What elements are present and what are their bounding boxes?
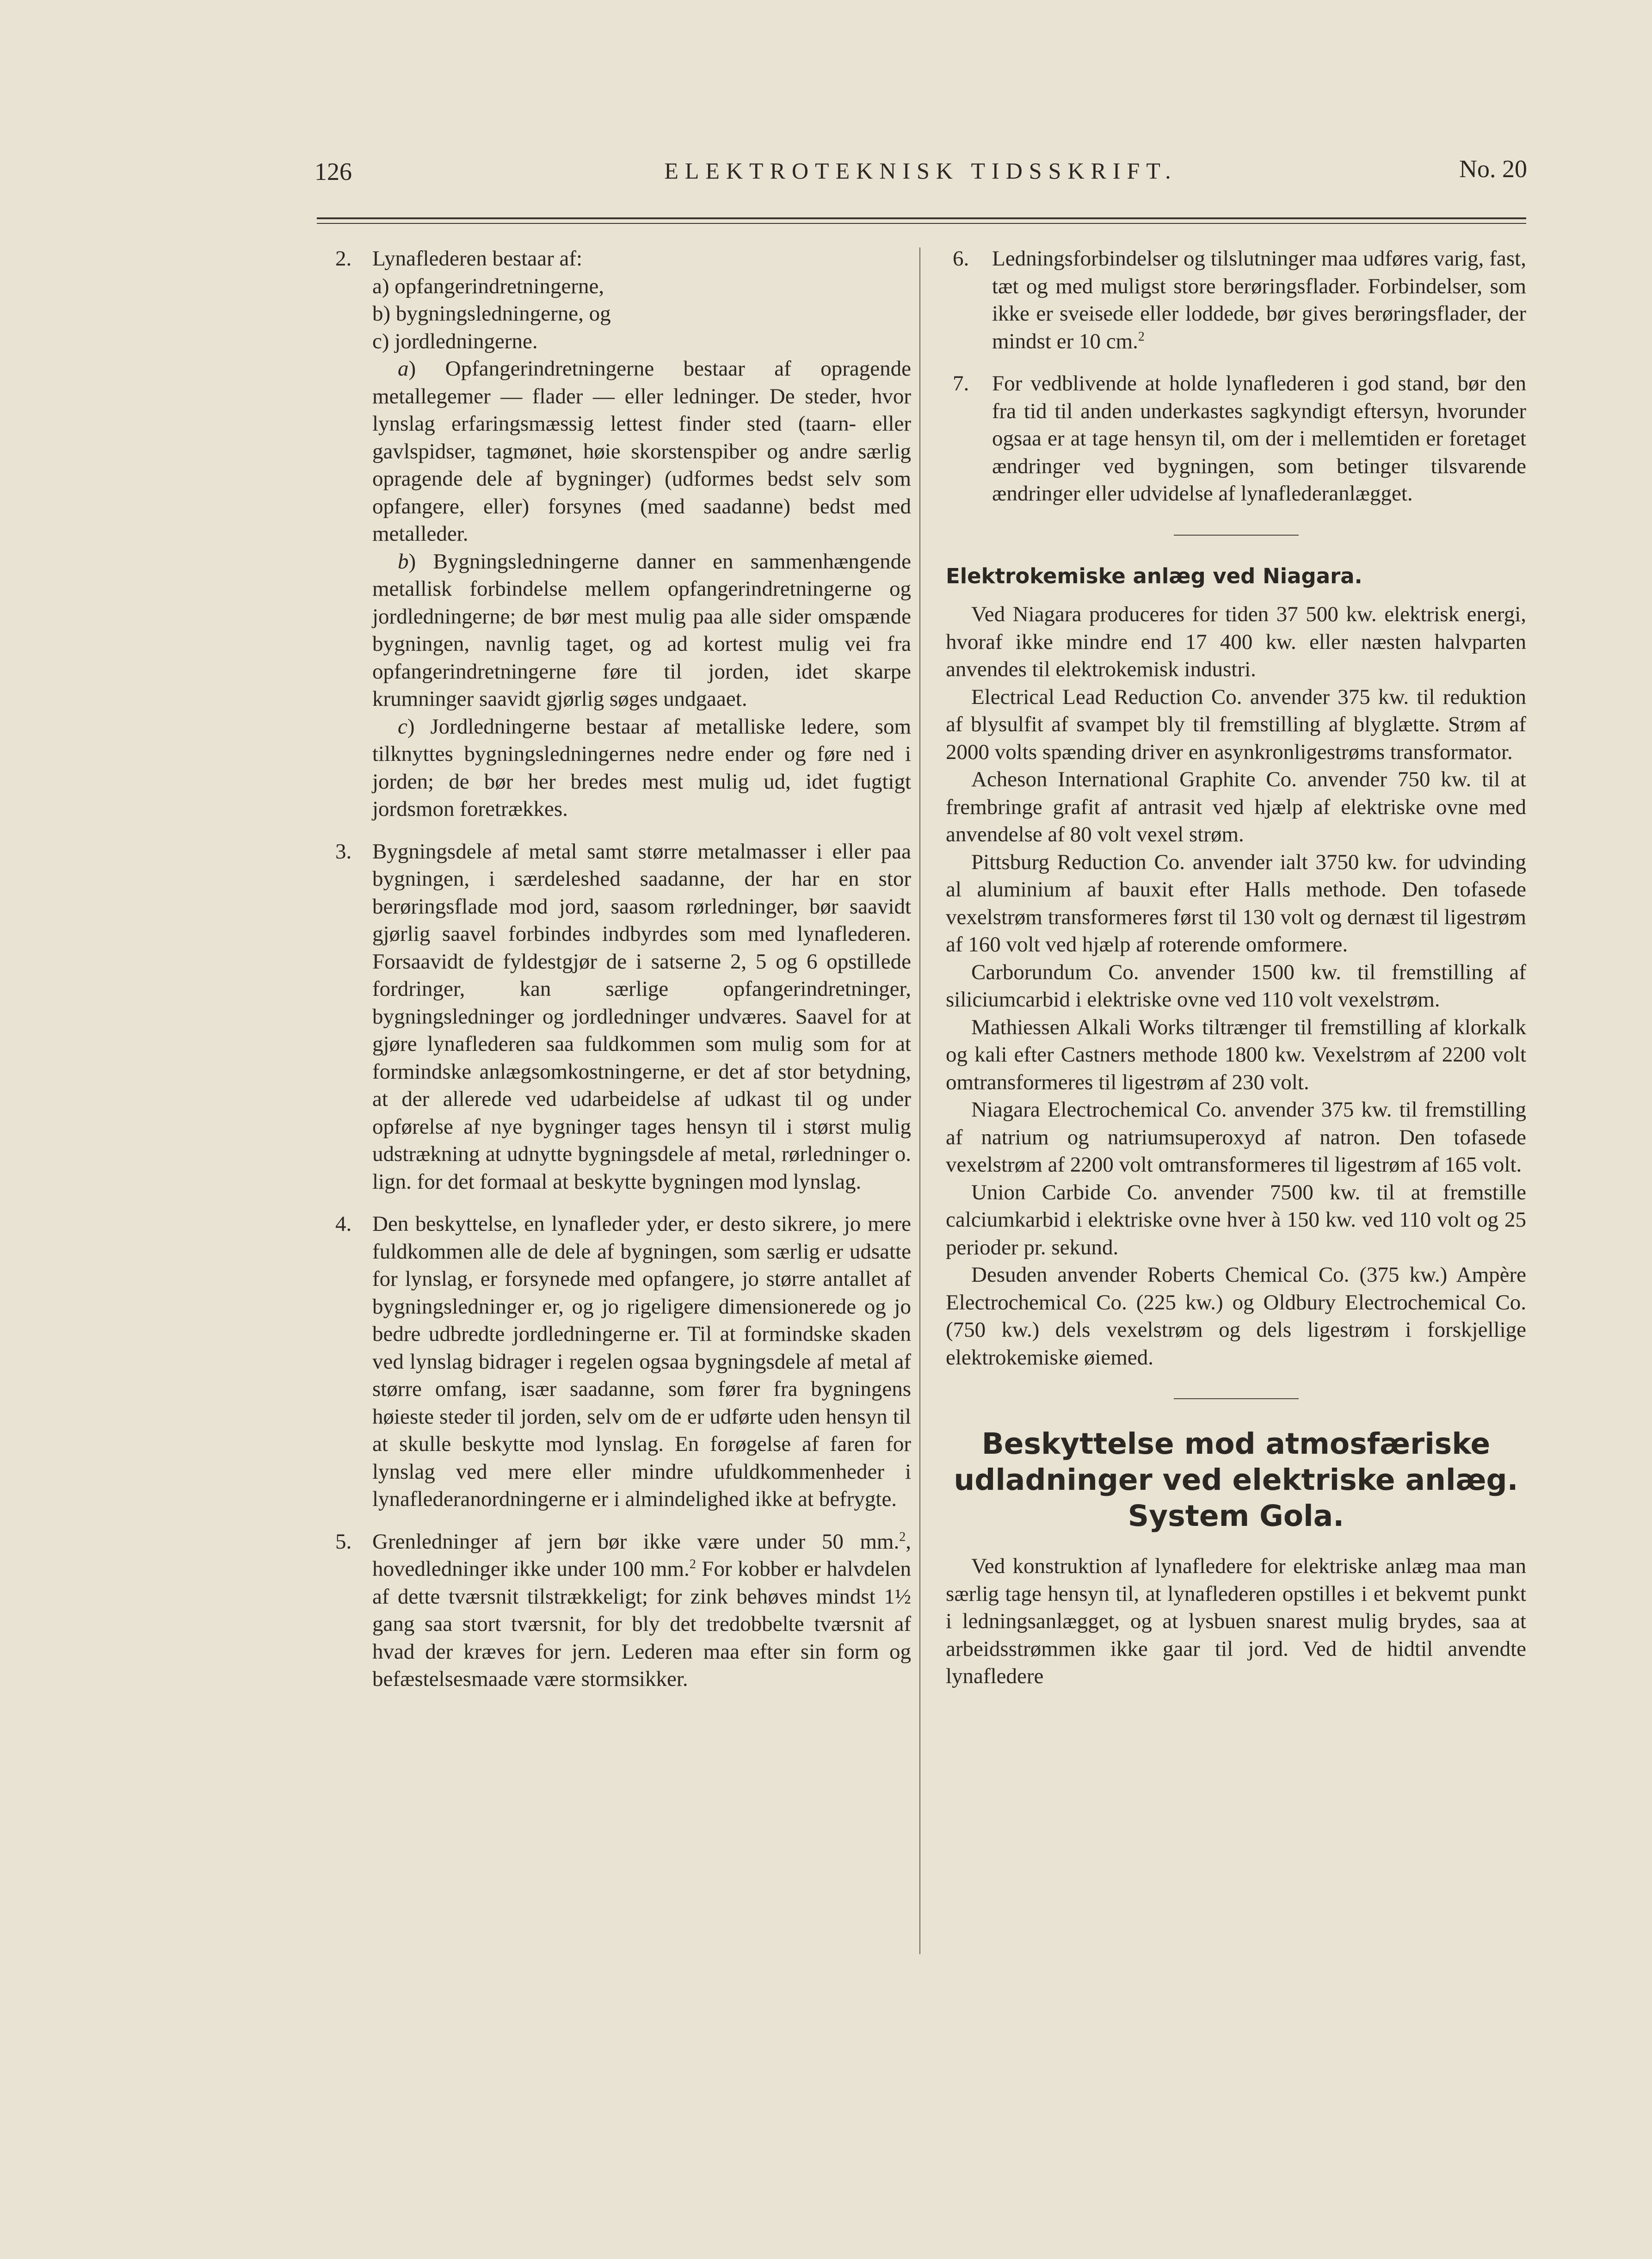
page-number: 126 (314, 158, 352, 185)
header-rule-thin (317, 223, 1526, 224)
paragraph: Mathiessen Alkali Works tiltrænger til fremstilling af klorkalk og kali efter Castners methode 1800 kw. Vexelstrøm af 2200 volt omtransformeres til ligestrøm af 230 volt. (946, 1015, 1526, 1094)
right-column (946, 245, 1526, 1691)
paragraph: Ledningsforbindelser og tilslutninger maa udføres varig, fast, tæt og med muligst store berøringsflader. Forbindelser, som ikke er sveisede eller loddede, bør gives berøringsflader, der mindst er 10 cm.$^2$ (992, 247, 1526, 353)
paragraph: Carborundum Co. anvender 1500 kw. til fremstilling af siliciumcarbid i elektriske ovne ved 110 volt vexelstrøm. (946, 960, 1526, 1012)
issue-number: No. 20 (1459, 155, 1527, 183)
item-number: 7. (953, 371, 969, 395)
item-number: 6. (953, 247, 969, 271)
journal-title: ELEKTROTEKNISK TIDSSKRIFT. (664, 158, 1177, 184)
item-number: 5. (335, 1529, 352, 1554)
item-number: 2. (335, 247, 352, 271)
paragraph: Electrical Lead Reduction Co. anvender 375 kw. til reduktion af blysulfit af svampet bly til fremstilling af blyglætte. Strøm af 2000 volts spænding driver en asynkronligestrøms transformator. (946, 685, 1526, 764)
list-item-7 (953, 370, 1526, 508)
paragraph-b: b) Bygningsledningerne danner en sammenhængende metallisk forbindelse mellem opfangerindretningerne og jordledningerne; de bør mest mulig paa alle sider omspænde bygningen, navnlig taget, og ad kortest mulig vei fra opfangerindretningerne føre til jorden, idet skarpe krumninger saavidt gjørlig søges undgaaet. (372, 549, 911, 711)
list-item-5 (335, 1528, 911, 1693)
item-number: 4. (335, 1212, 352, 1236)
paragraph: Ved konstruktion af lynafledere for elektriske anlæg maa man særlig tage hensyn til, at lynaflederen opstilles i et bekvemt punkt i ledningsanlægget, og at lysbuen snarest mulig brydes, saa at arbeidsstrømmen ikke gaar til jord. Ved de hidtil anvendte lynafledere (946, 1554, 1526, 1688)
paragraph: Bygningsdele af metal samt større metalmasser i eller paa bygningen, i særdeleshed saadanne, der har en stor berøringsflade mod jord, saasom rørledninger, bør saavidt gjørlig saavel forbindes indbyrdes som med lynaflederen. Forsaavidt de fyldestgjør de i satserne 2, 5 og 6 opstillede fordringer, kan særlige opfangerindretninger, bygningsledninger og jordledninger undværes. Saavel for at gjøre lynaflederen saa fuldkommen som mulig som for at formindske anlægsomkostningerne, er det af stor betydning, at der allerede ved udarbeidelse af udkast til og under opførelse af nye bygninger tages hensyn til i størst mulig udstrækning at udnytte bygningsdele af metal, rørledninger o. lign. for det formaal at beskytte bygningen mod lynslag. (372, 839, 911, 1194)
list-item-3 (335, 838, 911, 1196)
paragraph: Desuden anvender Roberts Chemical Co. (375 kw.) Ampère Electrochemical Co. (225 kw.) og Oldbury Electrochemical Co. (750 kw.) dels vexelstrøm og dels ligestrøm i forskjellige elektrokemiske øiemed. (946, 1263, 1526, 1370)
paragraph: For vedblivende at holde lynaflederen i god stand, bør den fra tid til anden underkastes sagkyndigt eftersyn, hvorunder ogsaa er at tage hensyn til, om der i mellemtiden er foretaget ændringer ved bygningen, som betinger tilsvarende ændringer eller udvidelse af lynaflederanlægget. (992, 371, 1526, 506)
section-separator (1174, 535, 1299, 536)
section-heading-niagara: Elektrokemiske anlæg ved Niagara. (946, 563, 1362, 588)
section-heading-gola: Beskyttelse mod atmosfæriske udladninger ved elektriske anlæg. System Gola. (954, 1427, 1518, 1533)
column-divider (919, 247, 920, 1954)
list-item-6 (953, 245, 1526, 355)
paragraph: Acheson International Graphite Co. anvender 750 kw. til at frembringe grafit af antrasit ved hjælp af elektriske ovne med anvendelse af 80 volt vexel strøm. (946, 767, 1526, 846)
text-line: c) jordledningerne. (372, 329, 538, 353)
paragraph: Den beskyttelse, en lynafleder yder, er desto sikrere, jo mere fuldkommen alle de dele af bygningen, som særlig er udsatte for lynslag, er forsynede med opfangere, jo større antallet af bygningsledninger er, og jo rigeligere dimensionerede og jo bedre udbredte jordledningerne er. Til at formindske skaden ved lynslag bidrager i regelen ogsaa bygningsdele af metal af større omfang, især saadanne, som fører fra bygningens høieste steder til jorden, selv om de er udførte uden hensyn til at skulle beskytte mod lynslag. En forøgelse af faren for lynslag ved mere eller mindre ufuldkommenheder i lynaflederanordningerne er i almindelighed ikke at befrygte. (372, 1212, 911, 1511)
paragraph: Union Carbide Co. anvender 7500 kw. til at fremstille calciumkarbid i elektriske ovne hver à 150 kw. ved 110 volt og 25 perioder pr. sekund. (946, 1180, 1526, 1259)
text-line: a) opfangerindretningerne, (372, 274, 604, 298)
paragraph: Grenledninger af jern bør ikke være under 50 mm.$^2$, hovedledninger ikke under 100 mm.$^2$ For kobber er halvdelen af dette tværsnit tilstrækkeligt; for zink behøves mindst 1½ gang saa stort tværsnit, for bly det tredobbelte tværsnit af hvad der kræves for jern. Lederen maa efter sin form og befæstelsesmaade være stormsikker. (372, 1529, 911, 1691)
header-rule-thick (317, 217, 1526, 219)
paragraph-c: c) Jordledningerne bestaar af metalliske ledere, som tilknyttes bygningsledningernes nedre ender og føre ned i jorden; de bør her bredes mest mulig ud, idet fugtigt jordsmon foretrækkes. (372, 714, 911, 821)
text-line: b) bygningsledningerne, og (372, 302, 611, 326)
paragraph: Pittsburg Reduction Co. anvender ialt 3750 kw. for udvinding al aluminium af bauxit efter Halls methode. Den tofasede vexelstrøm transformeres først til 130 volt og dernæst til ligestrøm af 160 volt ved hjælp af roterende omformere. (946, 850, 1526, 957)
section-separator (1174, 1398, 1299, 1399)
text-line: Lynaflederen bestaar af: (372, 247, 583, 271)
left-column (335, 245, 911, 1693)
list-item-4 (335, 1210, 911, 1513)
page-header (314, 157, 1527, 194)
paragraph: Niagara Electrochemical Co. anvender 375 kw. til fremstilling af natrium og natriumsuperoxyd af natron. Den tofasede vexelstrøm af 2200 volt omtransformeres til ligestrøm af 165 volt. (946, 1098, 1526, 1177)
paragraph: Ved Niagara produceres for tiden 37 500 kw. elektrisk energi, hvoraf ikke mindre end 17 400 kw. eller næsten halvparten anvendes til elektrokemisk industri. (946, 602, 1526, 681)
paragraph-a: a) Opfangerindretningerne bestaar af opragende metallegemer — flader — eller ledninger. De steder, hvor lynslag erfaringsmæssig lettest finder sted (taarn- eller gavlspidser, tagmønet, høie skorstenspiber og andre særlig opragende dele af bygninger) (udformes bedst selv som opfangere, eller) forsynes (med saadanne) bedst med metalleder. (372, 357, 911, 546)
list-item-2 (335, 245, 911, 823)
item-number: 3. (335, 839, 352, 864)
